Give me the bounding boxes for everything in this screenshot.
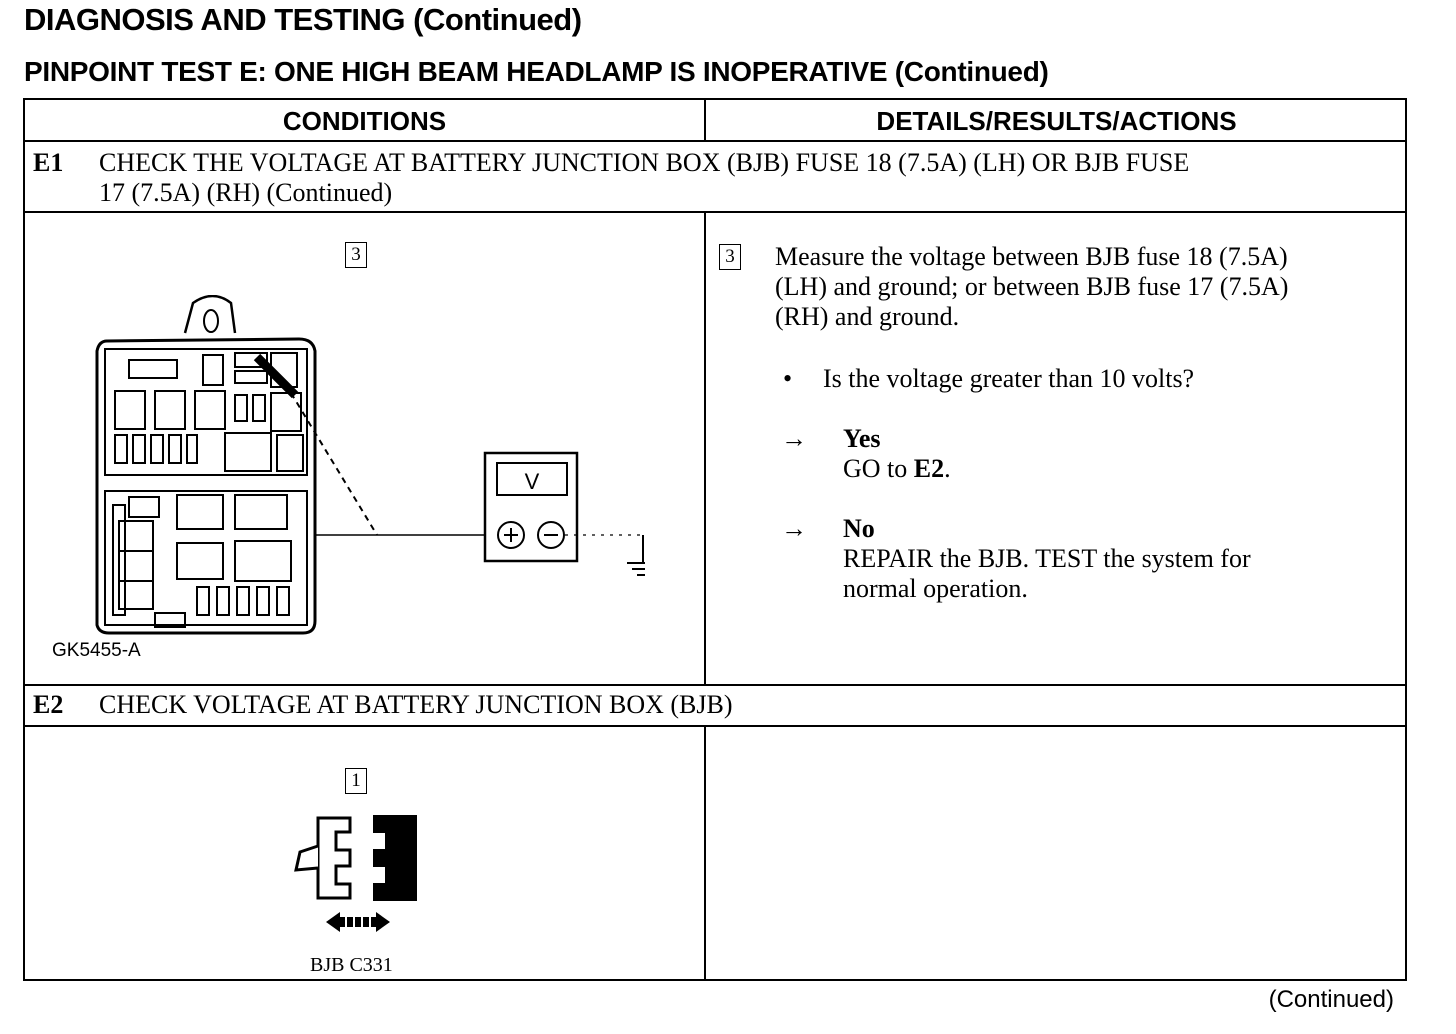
connector-label: BJB C331 [310, 954, 393, 976]
e2-step-id: E2 [33, 690, 64, 719]
yes-action [843, 454, 951, 484]
figure-code: GK5455-A [52, 640, 141, 661]
instruction-line3: (RH) and ground. [775, 302, 960, 331]
yes-label: Yes [843, 424, 881, 453]
e1-step-id: E1 [33, 148, 64, 177]
e2-step-title: CHECK VOLTAGE AT BATTERY JUNCTION BOX (BJB) [99, 690, 733, 719]
diagnostic-table [23, 98, 1407, 981]
e2-column-divider [704, 725, 706, 981]
header-divider [25, 140, 1405, 142]
e1-detail-step-number: 3 [719, 244, 741, 270]
e2-title-divider [25, 725, 1405, 727]
no-action [843, 544, 1383, 604]
conditions-header: CONDITIONS [282, 105, 447, 136]
instruction-line1: Measure the voltage between BJB fuse 18 (7.5A) [775, 242, 1288, 271]
e1-title-line2: 17 (7.5A) (RH) (Continued) [99, 178, 393, 207]
no-arrow-icon: → [781, 514, 807, 543]
connector-diagram [290, 812, 420, 938]
e1-figure-step-number: 3 [345, 242, 367, 268]
e1-body-divider [25, 684, 1405, 686]
e1-title-line1: CHECK THE VOLTAGE AT BATTERY JUNCTION BOX (BJB) FUSE 18 (7.5A) (LH) OR BJB FUSE [99, 148, 1190, 177]
details-header: DETAILS/RESULTS/ACTIONS [876, 105, 1237, 136]
e1-title-divider [25, 211, 1405, 213]
e1-question: Is the voltage greater than 10 volts? [823, 364, 1195, 393]
meter-label: V [524, 469, 540, 494]
yes-action-prefix: GO to [843, 454, 908, 483]
fuse-box-diagram [85, 295, 645, 640]
e1-instruction [775, 242, 1395, 332]
e1-column-divider [704, 211, 706, 685]
e1-step-title [99, 148, 1399, 208]
page-title: DIAGNOSIS AND TESTING (Continued) [24, 2, 582, 37]
no-action-line1: REPAIR the BJB. TEST the system for [843, 544, 1251, 573]
bullet-icon: • [783, 364, 793, 393]
e2-figure-step-number: 1 [345, 768, 367, 794]
yes-action-suffix: . [944, 454, 951, 483]
no-action-line2: normal operation. [843, 574, 1028, 603]
yes-arrow-icon: → [781, 424, 807, 453]
no-label: No [843, 514, 875, 543]
instruction-line2: (LH) and ground; or between BJB fuse 17 (7.5A) [775, 272, 1289, 301]
continued-note: (Continued) [1268, 986, 1394, 1013]
test-title: PINPOINT TEST E: ONE HIGH BEAM HEADLAMP IS INOPERATIVE (Continued) [24, 56, 1049, 87]
yes-action-target: E2 [913, 454, 945, 483]
